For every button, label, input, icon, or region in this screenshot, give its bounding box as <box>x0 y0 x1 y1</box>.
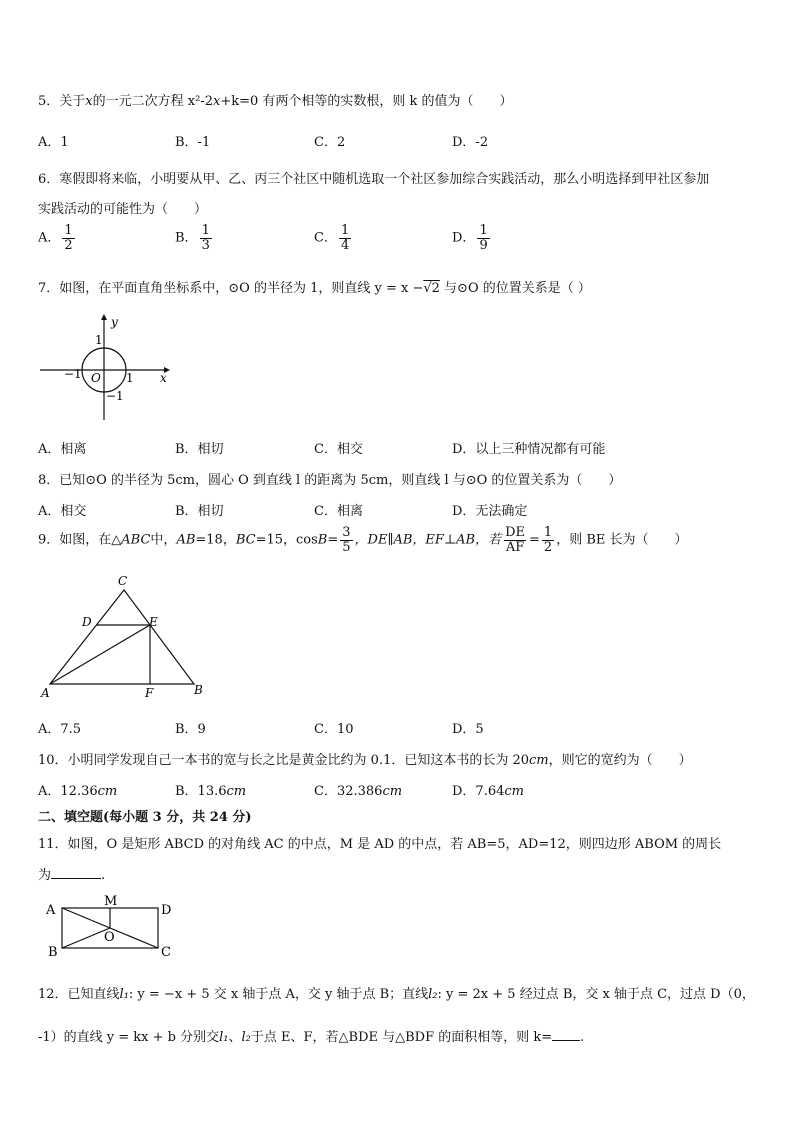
question-10 <box>38 749 692 768</box>
q9-label-a: A <box>41 686 50 700</box>
q10-stem-b: ，则它的宽约为（ ） <box>548 753 692 768</box>
q7-y-arrow-icon <box>101 314 107 320</box>
q7-label-one-top: 1 <box>95 333 103 347</box>
q9-segment-ae <box>50 625 150 684</box>
q12-line1-a: 12．已知直线 <box>38 987 120 1002</box>
q5-stem-mid: 的一元二次方程 x²-2 <box>92 94 213 109</box>
q10-unit: cm <box>529 753 549 768</box>
q7-option-d[interactable]: D．以上三种情况都有可能 <box>452 442 606 457</box>
q6-option-c-label: C． <box>314 230 337 246</box>
q7-label-neg-left: −1 <box>64 367 82 381</box>
q5-option-d[interactable]: D．-2 <box>452 135 489 150</box>
q11-answer-blank[interactable] <box>51 866 101 879</box>
q11-label-b: B <box>48 945 58 958</box>
q12-line2-l1: l₁ <box>219 1030 229 1045</box>
q11-label-o: O <box>104 930 115 945</box>
q8-option-a[interactable]: A．相交 <box>38 504 87 519</box>
q11-label-d: D <box>161 903 172 918</box>
q7-sqrt: √2 <box>423 281 440 296</box>
q12-answer-blank[interactable] <box>552 1028 580 1041</box>
q12-l1: l₁ <box>119 987 129 1002</box>
question-7 <box>38 277 591 296</box>
q9-fraction-3-5: $\frac{3}{5}$ <box>342 525 351 555</box>
q6-option-c-fraction: $\frac{1}{4}$ <box>340 223 350 253</box>
q11-line2-post: . <box>101 868 106 883</box>
q9-fraction-1-2: $\frac{1}{2}$ <box>543 525 553 555</box>
q11-line1: 11．如图，O 是矩形 ABCD 的对角线 AC 的中点，M 是 AD 的中点，若 AB=5，AD=12，则四边形 ABOM 的周长 <box>38 837 722 852</box>
question-5 <box>38 90 513 109</box>
q12-line1 <box>38 983 755 1002</box>
q6-option-b-label: B． <box>175 230 198 246</box>
q5-option-b[interactable]: B．-1 <box>175 135 211 150</box>
q12-line1-b: : y = −x + 5 交 x 轴于点 A，交 y 轴于点 B；直线 <box>128 987 429 1002</box>
q9-triangle-figure <box>36 572 212 702</box>
q11-line2 <box>38 864 105 883</box>
q6-option-a-label: A． <box>38 230 61 246</box>
q11-segment-bo <box>62 928 110 948</box>
q9-option-b[interactable]: B．9 <box>175 722 206 737</box>
q11-label-c: C <box>161 945 171 958</box>
q9-stem-a: 9．如图，在△ <box>38 532 122 548</box>
q5-stem-post: +k=0 有两个相等的实数根，则 k 的值为（ ） <box>220 94 513 109</box>
q6-option-d-label: D． <box>452 230 476 246</box>
q12-line2-l2: l₂ <box>241 1030 251 1045</box>
q9-triangle-name: ABC <box>121 532 151 548</box>
q6-line2: 实践活动的可能性为（ ） <box>38 202 208 217</box>
q6-option-b-fraction: $\frac{1}{3}$ <box>201 223 210 253</box>
q9-label-d: D <box>82 615 92 629</box>
q9-label-f: F <box>145 686 154 700</box>
q5-option-a[interactable]: A．1 <box>38 135 69 150</box>
q9-eq3: = <box>327 532 339 548</box>
q9-option-a[interactable]: A．7.5 <box>38 722 82 737</box>
q9-option-c[interactable]: C．10 <box>314 722 354 737</box>
q9-eq1: =18， <box>195 532 236 548</box>
q12-line2-b: 、 <box>228 1030 242 1045</box>
q7-stem-post: 与⊙O 的位置关系是（ ） <box>439 281 591 296</box>
q9-fraction-de-af: $\frac{DE}{AF}$ <box>505 525 526 555</box>
q10-option-d[interactable]: D．7.64cm <box>452 784 524 799</box>
q9-b: B <box>317 532 328 548</box>
q6-option-b[interactable] <box>175 224 214 252</box>
q7-label-one-right: 1 <box>126 371 134 385</box>
q9-triangle-abc <box>50 590 194 684</box>
q6-option-a-fraction: $\frac{1}{2}$ <box>64 223 73 253</box>
q12-line2-end: . <box>580 1030 585 1045</box>
q8-option-b[interactable]: B．相切 <box>175 504 224 519</box>
q9-ab: AB <box>176 532 196 548</box>
q7-label-neg-bottom: −1 <box>106 389 124 403</box>
q9-option-d[interactable]: D．5 <box>452 722 484 737</box>
q7-option-b[interactable]: B．相切 <box>175 442 224 457</box>
q9-stem-end: ，则 BE 长为（ ） <box>556 532 688 548</box>
q7-coordinate-figure <box>36 312 172 424</box>
q7-label-origin: O <box>91 371 101 385</box>
q10-option-c[interactable]: C．32.386cm <box>314 784 403 799</box>
q9-label-b: B <box>194 683 203 697</box>
q6-option-a[interactable] <box>38 224 77 252</box>
q7-label-x: x <box>160 371 167 385</box>
q12-line1-c: : y = 2x + 5 经过点 B，交 x 轴于点 C，过点 D（0， <box>437 987 755 1002</box>
q5-stem-pre: 5．关于 <box>38 94 86 109</box>
q6-option-d-fraction: $\frac{1}{9}$ <box>479 223 488 253</box>
q10-stem-a: 10．小明同学发现自己一本书的宽与长之比是黄金比约为 0.1．已知这本书的长为 20 <box>38 753 530 768</box>
q8-option-d[interactable]: D．无法确定 <box>452 504 528 519</box>
q7-label-y: y <box>111 315 118 329</box>
q8-option-c[interactable]: C．相离 <box>314 504 363 519</box>
q6-option-c[interactable] <box>314 224 353 252</box>
q8-stem: 8．已知⊙O 的半径为 5cm，圆心 O 到直线 l 的距离为 5cm，则直线 l 与⊙O 的位置关系为（ ） <box>38 473 622 488</box>
q10-option-a[interactable]: A．12.36cm <box>38 784 118 799</box>
question-9 <box>38 526 688 554</box>
q11-rectangle-figure <box>40 892 180 958</box>
q6-line1: 6．寒假即将来临，小明要从甲、乙、丙三个社区中随机选取一个社区参加综合实践活动，那么小明选择到甲社区参加 <box>38 172 710 187</box>
section-fill-in-heading: 二、填空题(每小题 3 分，共 24 分) <box>38 810 252 825</box>
q12-line2 <box>38 1026 584 1045</box>
q7-option-c[interactable]: C．相交 <box>314 442 363 457</box>
q9-eq4: = <box>529 532 540 548</box>
q9-de-ab: ，DE∥AB，EF⊥AB，若 <box>354 532 502 548</box>
q7-stem-pre: 7．如图，在平面直角坐标系中，⊙O 的半径为 1，则直线 y = x − <box>38 281 424 296</box>
q11-label-a: A <box>46 903 56 918</box>
q6-option-d[interactable] <box>452 224 492 252</box>
q11-line2-pre: 为 <box>38 868 52 883</box>
q11-label-m: M <box>104 894 118 909</box>
q5-option-c[interactable]: C．2 <box>314 135 346 150</box>
q12-line2-c: 于点 E、F，若△BDE 与△BDF 的面积相等，则 k= <box>250 1030 553 1045</box>
q9-eq2: =15，cos <box>255 532 318 548</box>
q10-option-b[interactable]: B．13.6cm <box>175 784 247 799</box>
q9-stem-b: 中， <box>150 532 177 548</box>
q5-var-x2: x <box>212 94 221 109</box>
q7-option-a[interactable]: A．相离 <box>38 442 87 457</box>
q12-l2: l₂ <box>428 987 438 1002</box>
q9-label-e: E <box>149 615 158 629</box>
q5-var-x: x <box>85 94 93 109</box>
q9-label-c: C <box>118 574 128 588</box>
q9-bc: BC <box>235 532 256 548</box>
q12-line2-a: -1）的直线 y = kx + b 分别交 <box>38 1030 220 1045</box>
